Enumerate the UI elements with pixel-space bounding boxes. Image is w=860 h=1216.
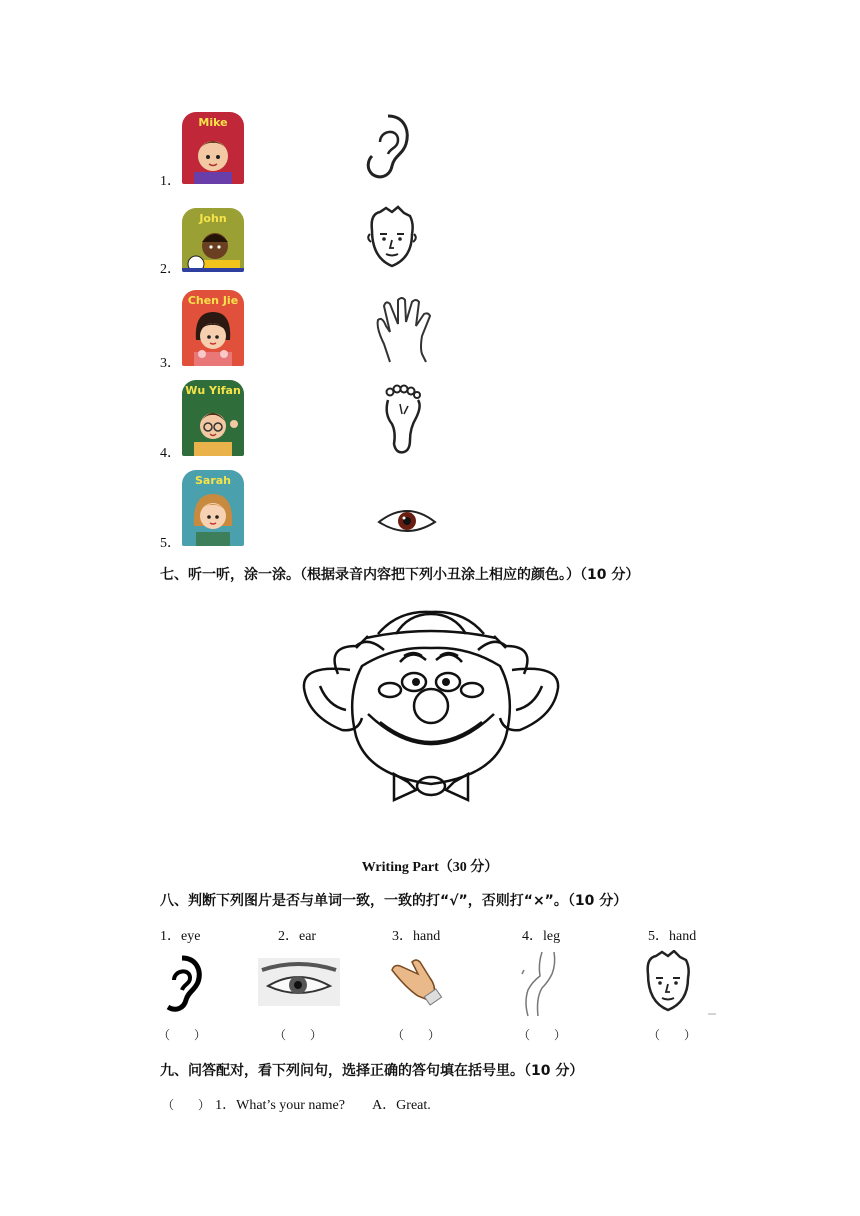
word-label: 5．hand <box>648 929 697 944</box>
foot-icon <box>380 384 426 456</box>
answer-blank[interactable]: （ ） <box>518 1028 567 1042</box>
answer-blank[interactable]: （ ） <box>162 1098 211 1112</box>
answer-blank[interactable]: （ ） <box>392 1028 441 1042</box>
leg-icon <box>518 950 562 1018</box>
ear-icon <box>158 954 204 1014</box>
word-label: 3．hand <box>392 929 441 944</box>
answer-option: A．Great. <box>372 1098 431 1113</box>
item-number: 4． <box>160 446 181 461</box>
word-label: 1．eye <box>160 929 201 944</box>
word-label: 2．ear <box>278 929 317 944</box>
question-text: 1．What’s your name? <box>215 1098 345 1113</box>
item-number: 5． <box>160 536 181 551</box>
avatar-wu-yifan: Wu Yifan <box>182 380 244 456</box>
eye-icon <box>376 504 438 538</box>
hand-icon <box>370 292 442 366</box>
hand-icon <box>388 956 446 1006</box>
avatar-mike: Mike <box>182 112 244 184</box>
avatar-chen-jie: Chen Jie <box>182 290 244 366</box>
face-icon <box>640 950 718 1018</box>
clown-picture <box>298 606 564 806</box>
question-row <box>162 1094 431 1114</box>
answer-blank[interactable]: （ ） <box>158 1028 207 1042</box>
face-icon <box>362 204 422 272</box>
item-number: 3． <box>160 356 181 371</box>
eye-icon <box>258 958 340 1006</box>
avatar-sarah: Sarah <box>182 470 244 546</box>
part8-title: 八、判断下列图片是否与单词一致，一致的打“√”，否则打“×”。（10 分） <box>160 893 628 909</box>
answer-blank[interactable]: （ ） <box>648 1028 697 1042</box>
word-label: 4．leg <box>522 929 561 944</box>
answer-blank[interactable]: （ ） <box>274 1028 323 1042</box>
avatar-john: John <box>182 208 244 272</box>
writing-part-title: Writing Part（30 分） <box>361 860 499 875</box>
item-number: 1． <box>160 174 181 189</box>
ear-icon <box>358 110 418 184</box>
item-number: 2． <box>160 262 181 277</box>
part7-title: 七、听一听，涂一涂。（根据录音内容把下列小丑涂上相应的颜色。）（10 分） <box>160 567 640 583</box>
part9-title: 九、问答配对，看下列问句，选择正确的答句填在括号里。（10 分） <box>160 1063 584 1079</box>
